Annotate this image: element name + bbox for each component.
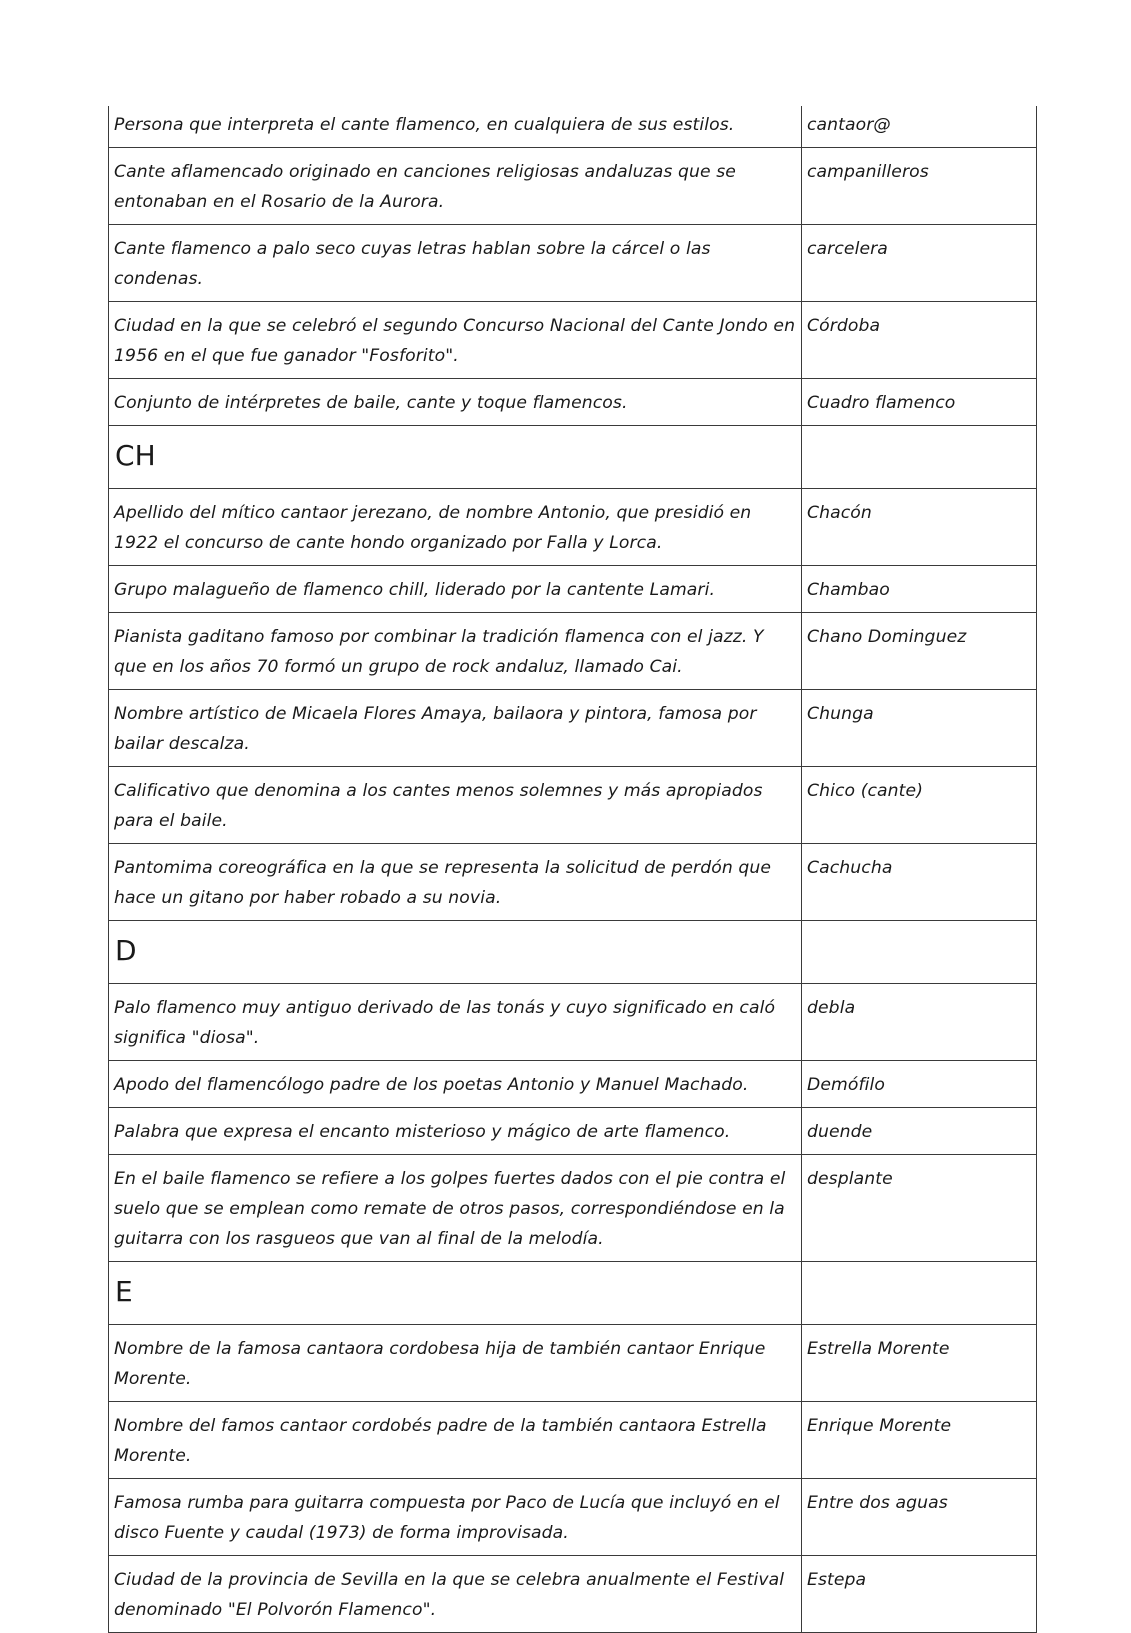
section-letter: CH bbox=[109, 426, 802, 489]
table-row bbox=[109, 566, 1037, 613]
table-row bbox=[109, 225, 1037, 302]
term-cell: campanilleros bbox=[802, 148, 1037, 225]
definition-cell: Persona que interpreta el cante flamenco, en cualquiera de sus estilos. bbox=[109, 106, 802, 148]
definition-cell: Famosa rumba para guitarra compuesta por Paco de Lucía que incluyó en el disco Fuente y caudal (1973) de forma improvisada. bbox=[109, 1479, 802, 1556]
definition-cell: Ciudad en la que se celebró el segundo Concurso Nacional del Cante Jondo en 1956 en el que fue ganador "Fosforito". bbox=[109, 302, 802, 379]
table-row bbox=[109, 844, 1037, 921]
glossary-body bbox=[109, 106, 1037, 1633]
definition-cell: Calificativo que denomina a los cantes menos solemnes y más apropiados para el baile. bbox=[109, 767, 802, 844]
term-cell: debla bbox=[802, 984, 1037, 1061]
term-cell: Estepa bbox=[802, 1556, 1037, 1633]
term-cell: Entre dos aguas bbox=[802, 1479, 1037, 1556]
definition-cell: Nombre del famos cantaor cordobés padre de la también cantaora Estrella Morente. bbox=[109, 1402, 802, 1479]
empty-cell bbox=[802, 426, 1037, 489]
term-cell: Chacón bbox=[802, 489, 1037, 566]
term-cell: carcelera bbox=[802, 225, 1037, 302]
term-cell: cantaor@ bbox=[802, 106, 1037, 148]
table-row bbox=[109, 148, 1037, 225]
section-letter: E bbox=[109, 1262, 802, 1325]
section-letter-row bbox=[109, 426, 1037, 489]
term-cell: Cuadro flamenco bbox=[802, 379, 1037, 426]
table-row bbox=[109, 613, 1037, 690]
term-cell: Chambao bbox=[802, 566, 1037, 613]
table-row bbox=[109, 1479, 1037, 1556]
term-cell: Cachucha bbox=[802, 844, 1037, 921]
definition-cell: Palabra que expresa el encanto misterioso y mágico de arte flamenco. bbox=[109, 1108, 802, 1155]
table-row bbox=[109, 302, 1037, 379]
table-row bbox=[109, 984, 1037, 1061]
definition-cell: En el baile flamenco se refiere a los golpes fuertes dados con el pie contra el suelo que se emplean como remate de otros pasos, correspondiéndose en la guitarra con los rasgueos que van al final de la melodía. bbox=[109, 1155, 802, 1262]
table-row bbox=[109, 1325, 1037, 1402]
table-row bbox=[109, 489, 1037, 566]
table-row bbox=[109, 1402, 1037, 1479]
table-row bbox=[109, 1061, 1037, 1108]
definition-cell: Pianista gaditano famoso por combinar la tradición flamenca con el jazz. Y que en los años 70 formó un grupo de rock andaluz, llamado Cai. bbox=[109, 613, 802, 690]
empty-cell bbox=[802, 921, 1037, 984]
term-cell: Chano Dominguez bbox=[802, 613, 1037, 690]
table-row bbox=[109, 690, 1037, 767]
table-row bbox=[109, 767, 1037, 844]
table-row bbox=[109, 1556, 1037, 1633]
definition-cell: Apellido del mítico cantaor jerezano, de nombre Antonio, que presidió en 1922 el concurso de cante hondo organizado por Falla y Lorca. bbox=[109, 489, 802, 566]
table-row bbox=[109, 379, 1037, 426]
table-row bbox=[109, 1155, 1037, 1262]
definition-cell: Nombre artístico de Micaela Flores Amaya, bailaora y pintora, famosa por bailar descalza. bbox=[109, 690, 802, 767]
empty-cell bbox=[802, 1262, 1037, 1325]
definition-cell: Conjunto de intérpretes de baile, cante y toque flamencos. bbox=[109, 379, 802, 426]
glossary-table bbox=[108, 106, 1037, 1633]
definition-cell: Ciudad de la provincia de Sevilla en la que se celebra anualmente el Festival denominado "El Polvorón Flamenco". bbox=[109, 1556, 802, 1633]
term-cell: desplante bbox=[802, 1155, 1037, 1262]
term-cell: Chunga bbox=[802, 690, 1037, 767]
table-row bbox=[109, 106, 1037, 148]
term-cell: Chico (cante) bbox=[802, 767, 1037, 844]
term-cell: duende bbox=[802, 1108, 1037, 1155]
term-cell: Demófilo bbox=[802, 1061, 1037, 1108]
definition-cell: Pantomima coreográfica en la que se representa la solicitud de perdón que hace un gitano por haber robado a su novia. bbox=[109, 844, 802, 921]
definition-cell: Cante aflamencado originado en canciones religiosas andaluzas que se entonaban en el Rosario de la Aurora. bbox=[109, 148, 802, 225]
definition-cell: Cante flamenco a palo seco cuyas letras hablan sobre la cárcel o las condenas. bbox=[109, 225, 802, 302]
table-row bbox=[109, 1108, 1037, 1155]
term-cell: Estrella Morente bbox=[802, 1325, 1037, 1402]
definition-cell: Grupo malagueño de flamenco chill, liderado por la cantente Lamari. bbox=[109, 566, 802, 613]
term-cell: Córdoba bbox=[802, 302, 1037, 379]
section-letter-row bbox=[109, 921, 1037, 984]
section-letter: D bbox=[109, 921, 802, 984]
section-letter-row bbox=[109, 1262, 1037, 1325]
definition-cell: Palo flamenco muy antiguo derivado de las tonás y cuyo significado en caló significa "diosa". bbox=[109, 984, 802, 1061]
term-cell: Enrique Morente bbox=[802, 1402, 1037, 1479]
definition-cell: Apodo del flamencólogo padre de los poetas Antonio y Manuel Machado. bbox=[109, 1061, 802, 1108]
definition-cell: Nombre de la famosa cantaora cordobesa hija de también cantaor Enrique Morente. bbox=[109, 1325, 802, 1402]
